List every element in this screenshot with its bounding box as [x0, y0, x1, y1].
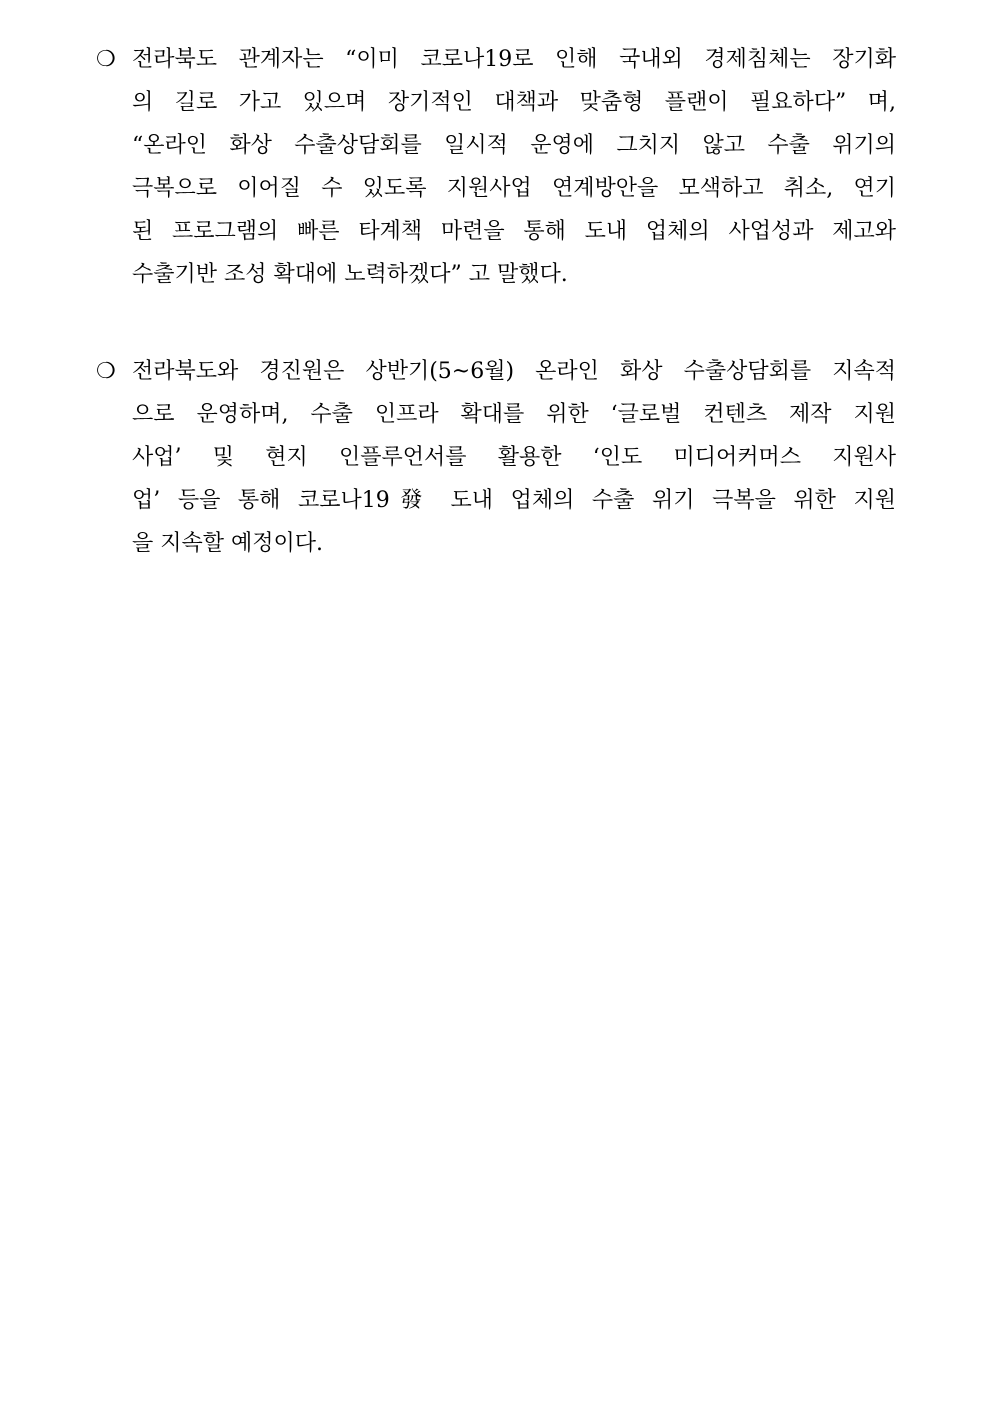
paragraph-line: 수출기반 조성 확대에 노력하겠다” 고 말했다.: [132, 262, 568, 287]
paragraph-line: 을 지속할 예정이다.: [132, 531, 323, 556]
paragraph-line: 의 길로 가고 있으며 장기적인 대책과 맞춤형 플랜이 필요하다” 며,: [132, 90, 896, 115]
circle-bullet-icon: ❍: [96, 359, 116, 384]
paragraph-line: “온라인 화상 수출상담회를 일시적 운영에 그치지 않고 수출 위기의: [132, 133, 896, 158]
paragraph-line: 극복으로 이어질 수 있도록 지원사업 연계방안을 모색하고 취소, 연기: [132, 176, 896, 201]
paragraph-line: 업’ 등을 통해 코로나19發 도내 업체의 수출 위기 극복을 위한 지원: [132, 488, 896, 513]
paragraph-line: 사업’ 및 현지 인플루언서를 활용한 ‘인도 미디어커머스 지원사: [132, 445, 896, 470]
paragraph-official-statement: [96, 38, 896, 296]
paragraph-future-plans: [96, 350, 896, 565]
circle-bullet-icon: ❍: [96, 47, 116, 72]
paragraph-line: 전라북도와 경진원은 상반기(5~6월) 온라인 화상 수출상담회를 지속적: [132, 359, 896, 384]
paragraph-line: 전라북도 관계자는 “이미 코로나19로 인해 국내외 경제침체는 장기화: [132, 47, 896, 72]
paragraph-line: 으로 운영하며, 수출 인프라 확대를 위한 ‘글로벌 컨텐츠 제작 지원: [132, 402, 896, 427]
paragraph-line: 된 프로그램의 빠른 타계책 마련을 통해 도내 업체의 사업성과 제고와: [132, 219, 896, 244]
